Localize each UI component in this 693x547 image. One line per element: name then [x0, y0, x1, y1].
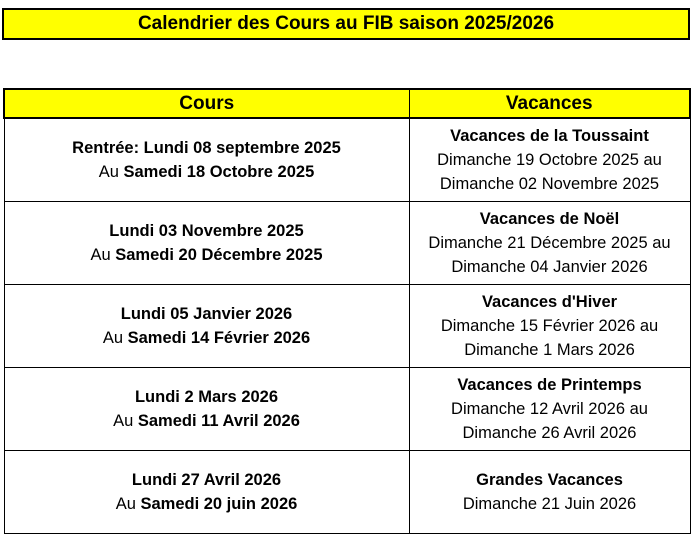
calendar-table: [3, 88, 691, 534]
cours-end-date: Samedi 11 Avril 2026: [137, 411, 300, 430]
vacances-title: Grandes Vacances: [476, 470, 623, 489]
vacances-start: Dimanche 21 Juin 2026: [462, 494, 637, 513]
cours-start: Lundi 2 Mars 2026: [134, 387, 279, 406]
vacances-title: Vacances de Printemps: [457, 375, 642, 394]
vacances-start: Dimanche 19 Octobre 2025 au: [437, 150, 662, 169]
cours-end-date: Samedi 20 Décembre 2025: [115, 245, 323, 264]
page-title: Calendrier des Cours au FIB saison 2025/2026: [2, 8, 690, 40]
vacances-cell: [409, 201, 690, 284]
cours-end: [5, 409, 409, 433]
vacances-start: Dimanche 15 Février 2026 au: [440, 316, 659, 335]
cours-start: Lundi 05 Janvier 2026: [120, 304, 293, 323]
cours-cell: [4, 284, 409, 367]
vacances-title: Vacances d'Hiver: [481, 292, 618, 311]
cours-au-label: Au: [115, 494, 141, 513]
cours-au-label: Au: [90, 245, 116, 264]
cours-cell: [4, 450, 409, 533]
vacances-cell: [409, 284, 690, 367]
cours-end-date: Samedi 18 Octobre 2025: [123, 162, 315, 181]
cours-au-label: Au: [102, 328, 128, 347]
vacances-cell: [409, 367, 690, 450]
column-header-cours: Cours: [4, 89, 409, 118]
vacances-cell: [409, 450, 690, 533]
cours-cell: [4, 118, 409, 201]
cours-start: Lundi 03 Novembre 2025: [109, 221, 304, 240]
column-header-vacances: Vacances: [409, 89, 690, 118]
table-row: [4, 118, 690, 201]
table-header-row: [4, 89, 690, 118]
vacances-end: Dimanche 1 Mars 2026: [464, 340, 635, 359]
cours-end: [5, 492, 409, 516]
vacances-end: Dimanche 26 Avril 2026: [462, 423, 637, 442]
vacances-start: Dimanche 21 Décembre 2025 au: [428, 233, 671, 252]
cours-end: [5, 160, 409, 184]
vacances-end: Dimanche 02 Novembre 2025: [439, 174, 660, 193]
cours-cell: [4, 367, 409, 450]
table-row: [4, 450, 690, 533]
table-row: [4, 201, 690, 284]
vacances-start: Dimanche 12 Avril 2026 au: [451, 399, 648, 418]
table-row: [4, 284, 690, 367]
vacances-title: Vacances de Noël: [479, 209, 620, 228]
cours-au-label: Au: [98, 162, 124, 181]
cours-start: Lundi 27 Avril 2026: [131, 470, 282, 489]
vacances-cell: [409, 118, 690, 201]
table-row: [4, 367, 690, 450]
cours-end: [5, 326, 409, 350]
cours-end: [5, 243, 409, 267]
vacances-title: Vacances de la Toussaint: [450, 126, 649, 145]
cours-end-date: Samedi 14 Février 2026: [127, 328, 311, 347]
cours-cell: [4, 201, 409, 284]
cours-start: Rentrée: Lundi 08 septembre 2025: [72, 138, 341, 157]
cours-au-label: Au: [113, 411, 138, 430]
vacances-end: Dimanche 04 Janvier 2026: [451, 257, 648, 276]
cours-end-date: Samedi 20 juin 2026: [140, 494, 298, 513]
